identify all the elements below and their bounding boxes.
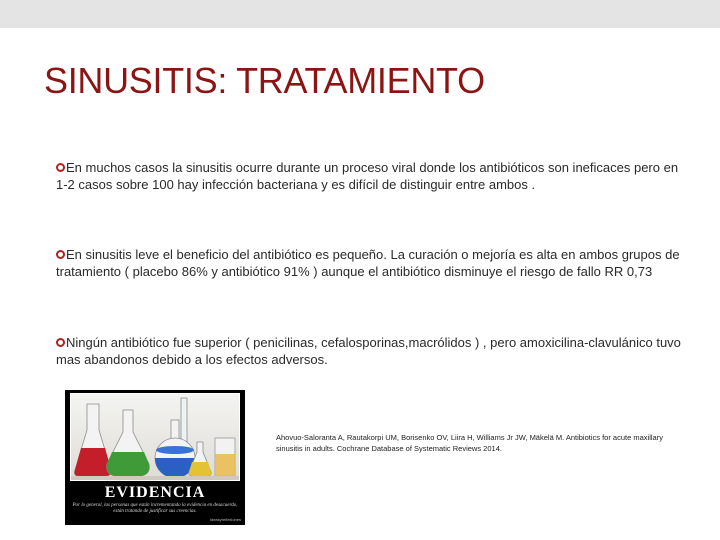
bullet-item	[56, 334, 686, 368]
bullet-item	[56, 246, 686, 280]
bullet-text: En muchos casos la sinusitis ocurre durante un proceso viral donde los antibióticos son ineficaces pero en 1-2 casos sobre 100 hay infección bacteriana y es difícil de distinguir entre ambos .	[56, 160, 679, 192]
poster-caption: Por lo general, las personas que están incrementando la evidencia en desacuerdo, están tratando de justificar sus creencias.	[72, 503, 238, 514]
evidence-poster-image	[65, 390, 245, 525]
bullet-text: Ningún antibiótico fue superior ( penicilinas, cefalosporinas,macrólidos ) , pero amoxicilina-clavulánico tuvo mas abandonos debido a los efectos adversos.	[56, 335, 681, 367]
poster-title: EVIDENCIA	[104, 484, 206, 501]
top-bar	[0, 0, 720, 28]
bullet-text: En sinusitis leve el beneficio del antibiótico es pequeño. La curación o mejoría es alta en ambos grupos de tratamiento ( placebo 86% y antibiótico 91% ) aunque el antibiótico disminuye el riesgo de fallo RR 0,73	[56, 247, 680, 279]
poster-credit: Ideasyreflexiones	[209, 517, 241, 522]
reference-citation: Ahovuo-Saloranta A, Rautakorpi UM, Borisenko OV, Liira H, Williams Jr JW, Mäkelä M. Antibiotics for acute maxillary sinusitis in adults. Cochrane Database of Systematic Reviews 2014.	[276, 433, 663, 453]
bullet-marker-icon	[56, 338, 65, 347]
bullet-item	[56, 159, 686, 193]
bullet-marker-icon	[56, 250, 65, 259]
bullet-marker-icon	[56, 163, 65, 172]
slide-title: SINUSITIS: TRATAMIENTO	[44, 60, 485, 101]
